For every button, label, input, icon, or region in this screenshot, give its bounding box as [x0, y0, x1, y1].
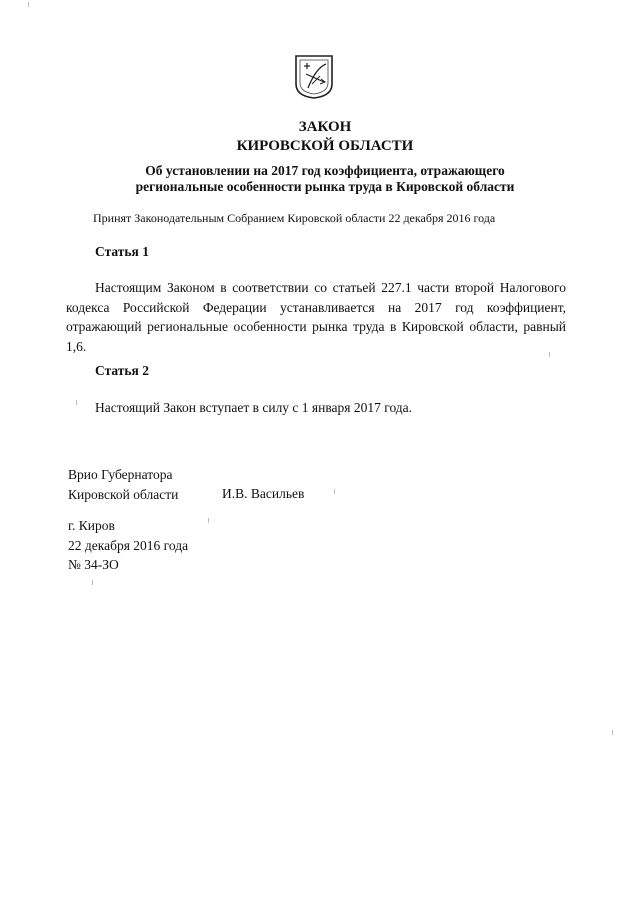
scan-artifact: [92, 580, 93, 585]
scan-artifact: [28, 2, 29, 7]
article-1-title: Статья 1: [95, 244, 149, 259]
law-title: ЗАКОН: [298, 119, 352, 135]
scan-artifact: [76, 400, 77, 405]
law-number: № 34-ЗО: [68, 557, 119, 572]
scan-artifact: [612, 730, 613, 735]
law-subject-line: Об установлении на 2017 год коэффициента, отражающего: [145, 163, 505, 178]
law-subject: [40, 163, 610, 195]
document-footer: [68, 516, 188, 575]
article-2-title: Статья 2: [95, 363, 149, 378]
signatory-position-line: Кировской области: [68, 486, 179, 502]
scan-artifact: [549, 352, 550, 357]
signing-date: 22 декабря 2016 года: [68, 537, 189, 553]
law-region: КИРОВСКОЙ ОБЛАСТИ: [236, 138, 414, 154]
adoption-note: Принят Законодательным Собранием Кировской области 22 декабря 2016 года: [93, 211, 496, 225]
scan-artifact: [334, 489, 335, 494]
law-heading: [40, 118, 610, 156]
signatory-name: И.В. Васильев: [222, 486, 305, 501]
signatory-position-line: Врио Губернатора: [68, 467, 173, 482]
article-2-text: Настоящий Закон вступает в силу с 1 января 2017 года.: [95, 400, 413, 415]
scan-artifact: [208, 518, 209, 523]
article-1-text: Настоящим Законом в соответствии со статьей 227.1 части второй Налогового кодекса Российской Федерации устанавливается на 2017 год коэффициент, отражающий региональные особенности рынка труда в Кировской области, равный 1,6.: [66, 280, 566, 354]
signatory-position: [68, 465, 178, 504]
city: г. Киров: [68, 518, 115, 533]
law-subject-line: региональные особенности рынка труда в Кировской области: [135, 179, 515, 194]
coat-of-arms-icon: [294, 54, 334, 100]
